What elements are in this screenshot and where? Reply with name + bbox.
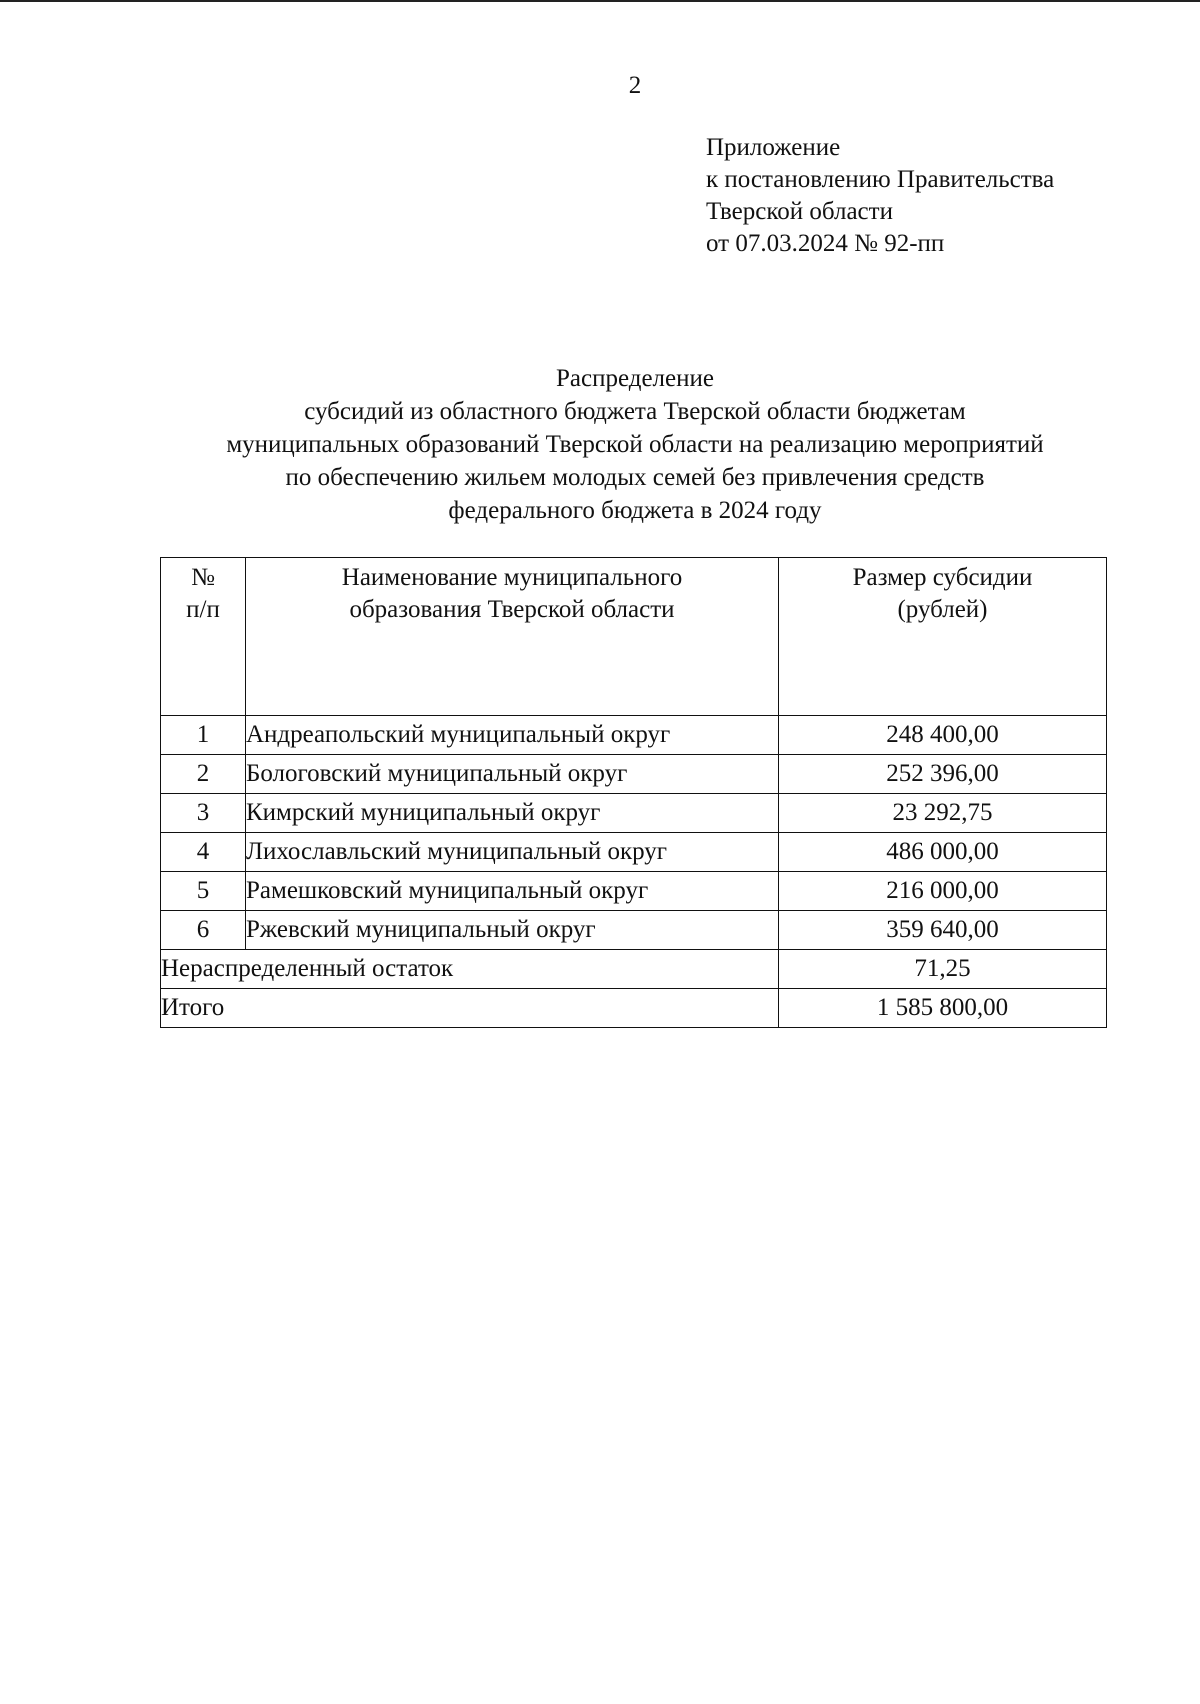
table-row: [161, 794, 1107, 833]
row-amount: 486 000,00: [779, 833, 1107, 872]
row-number: 1: [161, 716, 246, 755]
header-municipality-name: [246, 558, 779, 716]
row-municipality: Лихославльский муниципальный округ: [246, 833, 779, 872]
unallocated-amount: 71,25: [779, 950, 1107, 989]
table-row: [161, 911, 1107, 950]
table-row: [161, 755, 1107, 794]
table-header-row: [161, 558, 1107, 716]
header-subsidy-amount: [779, 558, 1107, 716]
title-line: муниципальных образований Тверской области на реализацию мероприятий: [226, 431, 1044, 458]
unallocated-row: [161, 950, 1107, 989]
total-row: [161, 989, 1107, 1028]
row-number: 5: [161, 872, 246, 911]
row-municipality: Кимрский муниципальный округ: [246, 794, 779, 833]
subsidy-distribution-table: [160, 557, 1107, 1028]
appendix-line: к постановлению Правительства: [706, 166, 1055, 193]
page-number: 2: [628, 72, 642, 99]
row-amount: 23 292,75: [779, 794, 1107, 833]
row-number: 3: [161, 794, 246, 833]
header-amount-line: Размер субсидии: [852, 564, 1033, 591]
header-number: [161, 558, 246, 716]
row-municipality: Ржевский муниципальный округ: [246, 911, 779, 950]
row-municipality: Бологовский муниципальный округ: [246, 755, 779, 794]
header-amount-line: (рублей): [897, 596, 988, 623]
scan-top-edge-line: [0, 0, 1200, 2]
header-name-line: образования Тверской области: [349, 596, 675, 623]
title-line: Распределение: [556, 365, 714, 392]
header-number-line: №: [191, 564, 215, 591]
row-amount: 252 396,00: [779, 755, 1107, 794]
appendix-line: от 07.03.2024 № 92-пп: [706, 230, 945, 257]
header-number-line: п/п: [186, 596, 220, 623]
row-municipality: Андреапольский муниципальный округ: [246, 716, 779, 755]
row-amount: 216 000,00: [779, 872, 1107, 911]
title-line: федерального бюджета в 2024 году: [448, 497, 822, 524]
row-municipality: Рамешковский муниципальный округ: [246, 872, 779, 911]
unallocated-label: Нераспределенный остаток: [161, 950, 779, 989]
appendix-line: Тверской области: [706, 198, 893, 225]
table-row: [161, 872, 1107, 911]
header-name-line: Наименование муниципального: [341, 564, 683, 591]
row-amount: 359 640,00: [779, 911, 1107, 950]
document-title: [120, 362, 1150, 527]
row-amount: 248 400,00: [779, 716, 1107, 755]
row-number: 2: [161, 755, 246, 794]
row-number: 6: [161, 911, 246, 950]
title-line: по обеспечению жильем молодых семей без привлечения средств: [285, 464, 985, 491]
table-row: [161, 716, 1107, 755]
row-number: 4: [161, 833, 246, 872]
total-label: Итого: [161, 989, 779, 1028]
total-amount: 1 585 800,00: [779, 989, 1107, 1028]
appendix-line: Приложение: [706, 134, 841, 161]
title-line: субсидий из областного бюджета Тверской области бюджетам: [304, 398, 966, 425]
appendix-block: [706, 132, 1166, 260]
table-row: [161, 833, 1107, 872]
